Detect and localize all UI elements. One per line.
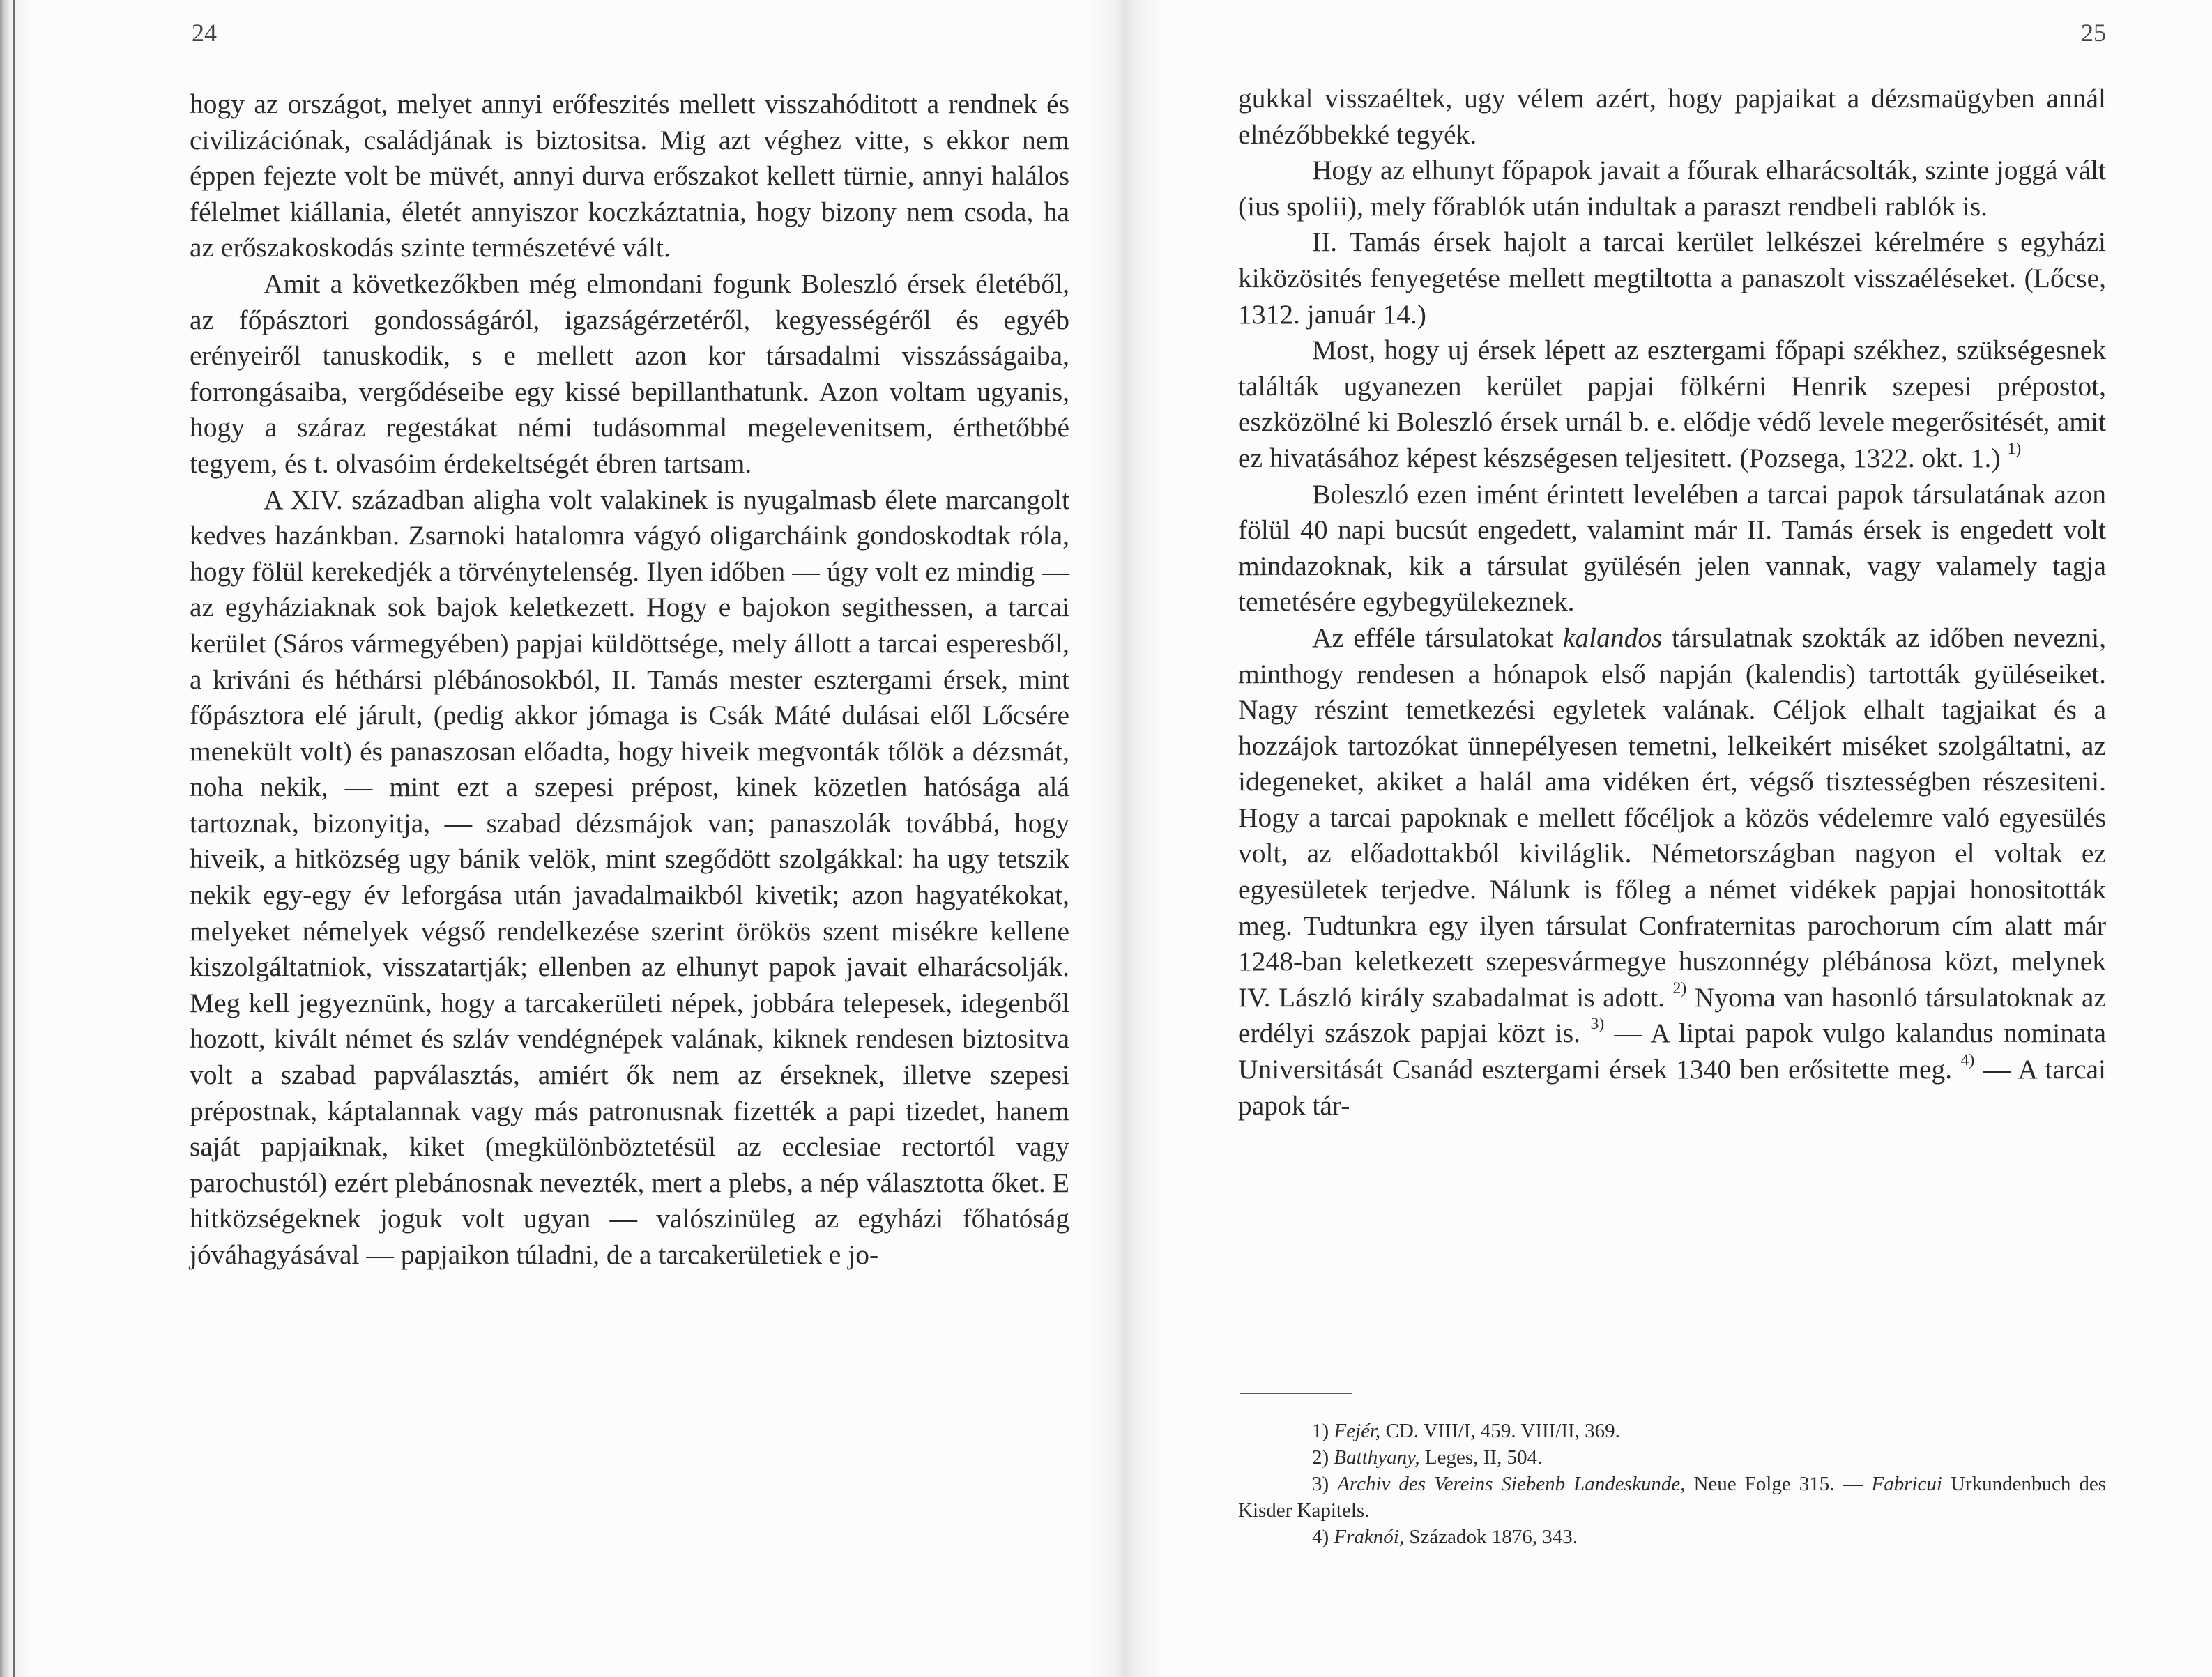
paragraph xyxy=(1238,332,2106,476)
paragraph-text: — A tarcai papok tár- xyxy=(1238,1054,2106,1121)
footnote-ref: 4) xyxy=(1960,1051,1975,1070)
paragraph: hogy az országot, melyet annyi erőfeszités mellett visszahóditott a rendnek és civilizációnak, családjának is biztositsa. Mig azt véghez vitte, s ekkor nem éppen fejezte volt be müvét, annyi durva erőszakot kellett türnie, annyi halálos félelmet kiállania, életét annyiszor koczkáztatnia, hogy bizony nem csoda, ha az erőszakoskodás szinte természetévé vált. xyxy=(190,89,1069,263)
footnote-ref-number: 1 xyxy=(2007,439,2016,458)
paragraph-text: Hogy az elhunyt főpapok javait a főurak elharácsolták, szinte joggá vált (ius spolii), mely főrablók után indultak a paraszt rendbeli rablók is. xyxy=(1238,155,2106,222)
footnote xyxy=(1238,1418,2106,1444)
footnote-ref: 2) xyxy=(1672,979,1687,997)
footnotes xyxy=(1238,1418,2106,1550)
footnote-mark: 1) xyxy=(1312,1420,1329,1442)
footnote-ref-number: 2 xyxy=(1672,979,1681,997)
footnote-mark: 4) xyxy=(1312,1526,1329,1548)
footnote-mark: 3) xyxy=(1312,1473,1329,1495)
page-number-left: 24 xyxy=(192,19,217,47)
footnote-author: Batthyany, xyxy=(1334,1446,1420,1469)
paragraph xyxy=(1238,81,2106,153)
footnote-author: Fejér, xyxy=(1334,1420,1381,1442)
footnote-text: Neue Folge 315. — xyxy=(1685,1473,1872,1495)
paragraph-text: — A liptai papok vulgo kalandus nominata Universitását Csanád esztergami érsek 1340 ben erősitette meg. xyxy=(1238,1018,2107,1085)
footnote-mark: 2) xyxy=(1312,1446,1329,1469)
paragraph: Amit a következőkben még elmondani fogunk Boleszló érsek életéből, az főpásztori gondosságáról, igazságérzetéről, kegyességéről és egyéb erényeiről tanuskodik, s e mellett azon kor társadalmi visszásságaiba, forrongásaiba, vergődéseibe egy kissé bepillanthatunk. Azon voltam ugyanis, hogy a száraz regestákat némi tudásommal megelevenitsem, érthetőbbé tegyem, és t. olvasóim érdekeltségét ébren tartsam. xyxy=(190,268,1069,479)
footnote-author: Fraknói, xyxy=(1334,1526,1405,1548)
footnote-author: Fabricui xyxy=(1871,1473,1942,1495)
footnote-text: Leges, II, 504. xyxy=(1419,1446,1543,1469)
footnote-text: Urkundenbuch des Kisder Kapitels. xyxy=(1238,1473,2106,1522)
paragraph-text: Boleszló ezen imént érintett levelében a tarcai papok társulatának azon fölül 40 napi bucsút engedett, valamint már II. Tamás érsek is engedett volt mindazoknak, kik a társulat gyülésén jelen vannak, vagy valamely tagja temetésére egybegyülekeznek. xyxy=(1238,478,2106,618)
right-page-body xyxy=(1238,81,2106,1124)
paragraph-text: társulatnak szokták az időben nevezni, minthogy rendesen a hónapok első napján (kalendis) tartották gyüléseiket. Nagy részint temetkezési egyletek valának. Céljok elhalt tagjaikat és a hozzájok tartozókat ünnepélyesen temetni, lelkeikért miséket szolgáltatni, az idegeneket, akiket a halál ama vidéken ért, végső tisztességben részesiteni. Hogy a tarcai papoknak e mellett főcéljok a közös védelemre való egyesülés volt, az előadottakból kiviláglik. Németországban nagyon el voltak ez egyesületek terjedve. Nálunk is főleg a német vidékek papjai honositották meg. Tudtunkra egy ilyen társulat Confraternitas parochorum cím alatt már 1248-ban keletkezett szepesvármegye huszonnégy plébánosa közt, melynek IV. László király szabadalmat is adott. xyxy=(1238,622,2106,1013)
footnote-author: Archiv des Vereins Siebenb Landeskunde, xyxy=(1337,1473,1686,1495)
paragraph-text: Az efféle társulatokat xyxy=(1312,622,1563,653)
footnote-text: CD. VIII/I, 459. VIII/II, 369. xyxy=(1380,1420,1620,1442)
footnote-text: Századok 1876, 343. xyxy=(1404,1526,1578,1548)
footnote-ref-number: 4 xyxy=(1960,1051,1969,1070)
emphasized-term: kalandos xyxy=(1562,622,1663,653)
paragraph: A XIV. században aligha volt valakinek is nyugalmasb élete marcangolt kedves hazánkban. Zsarnoki hatalomra vágyó oligarcháink gondoskodtak róla, hogy fölül kerekedjék a törvénytelenség. Ilyen időben — úgy volt ez mindig — az egyháziaknak sok bajok keletkezett. Hogy e bajokon segithessen, a tarcai kerület (Sáros vármegyében) papjai küldöttsége, mely állott a tarcai esperesből, a kriváni és héthársi plébánosokból, II. Tamás mester esztergami érsek, mint főpásztora elé járult, (pedig akkor jómaga is Csák Máté dulásai elől Lőcsére menekült volt) és panaszosan előadta, hogy hiveik megvonták tőlök a dézsmát, noha nekik, — mint ezt a szepesi prépost, kinek közetlen hatósága alá tartoznak, bizonyitja, — szabad dézsmájok van; panaszolák továbbá, hogy hiveik, a hitközség ugy bánik velök, mint szegődött szolgákkal: ha ugy tetszik nekik egy-egy év leforgása után javadalmaikból kivetik; azon hagyatékokat, melyeket némelyek végső rendelkezése szerint örökös szent misékre kellene kiszolgáltatniok, visszatartják; ellenben az elhunyt papok javait elharácsolják. Meg kell jegyeznünk, hogy a tarcakerületi népek, jobbára telepesek, idegenből hozott, kivált német és szláv vendégnépek valának, kiknek rendesen biztositva volt a szabad papválasztás, amiért ők nem az érseknek, illetve szepesi prépostnak, káptalannak vagy más patronusnak fizették a papi tizedet, hanem saját papjaiknak, kiket (megkülönböztetésül az ecclesiae rectortól vagy parochustól) ezért plebánosnak nevezték, mert a plebs, a nép választotta őket. E hitközségeknek joguk volt ugyan — valószinüleg az egyházi főhatóság jóváhagyásával — papjaikon túladni, de a tarcakerületiek e jo- xyxy=(190,484,1069,1270)
footnote-divider xyxy=(1240,1393,1352,1394)
footnote xyxy=(1238,1444,2106,1471)
footnote-ref: 3) xyxy=(1590,1015,1605,1034)
paragraph xyxy=(1238,620,2106,1124)
footnote xyxy=(1238,1524,2106,1550)
paragraph xyxy=(1238,477,2106,620)
footnote-ref: 1) xyxy=(2007,439,2022,458)
right-page xyxy=(1126,0,2212,1677)
footnote-ref-number: 3 xyxy=(1590,1015,1599,1034)
paragraph xyxy=(1238,153,2106,224)
paragraph-text: Most, hogy uj érsek lépett az esztergami főpapi székhez, szükségesnek találták ugyanezen kerület papjai fölkérni Henrik szepesi prépostot, eszközölné ki Boleszló érsek urnál b. e. elődje védő levele megerősitését, amit ez hivatásához képest készségesen teljesitett. (Pozsega, 1322. okt. 1.) xyxy=(1238,335,2106,473)
page-number-right: 25 xyxy=(2081,19,2106,47)
paragraph-text: Nyoma van hasonló társulatoknak az erdélyi szászok papjai közt is. xyxy=(1238,981,2107,1049)
paragraph-text: gukkal visszaéltek, ugy vélem azért, hogy papjaikat a dézsmaügyben annál elnézőbbekké tegyék. xyxy=(1238,83,2106,150)
paragraph xyxy=(1238,224,2106,332)
footnote xyxy=(1238,1471,2106,1524)
paragraph-text: II. Tamás érsek hajolt a tarcai kerület lelkészei kérelmére s egyházi kiközösités fenyegetése mellett megtiltotta a panaszolt visszaéléseket. (Lőcse, 1312. január 14.) xyxy=(1238,227,2106,330)
left-page-body xyxy=(190,86,1069,1273)
